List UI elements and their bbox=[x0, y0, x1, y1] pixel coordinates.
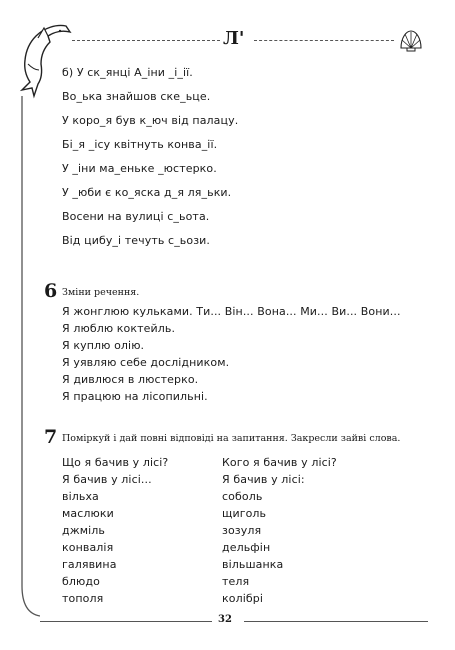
shell-icon bbox=[398, 28, 424, 52]
exercise-7-right-answer: Я бачив у лісі: bbox=[222, 473, 305, 486]
exercise-7-right-word: теля bbox=[222, 575, 250, 588]
exercise-7-left-word: маслюки bbox=[62, 507, 114, 520]
section-b-line: У коро_я був к_юч від палацу. bbox=[62, 114, 239, 127]
exercise-7-right-question: Кого я бачив у лісі? bbox=[222, 456, 337, 469]
section-b-line: Від цибу_і течуть с_ьози. bbox=[62, 234, 211, 247]
exercise-7-right-word: щиголь bbox=[222, 507, 267, 520]
exercise-7-right-word: вільшанка bbox=[222, 558, 284, 571]
exercise-7-left-word: конвалія bbox=[62, 541, 114, 554]
page-number: 32 bbox=[218, 614, 232, 625]
margin-line bbox=[14, 96, 40, 626]
exercise-7-left-word: блюдо bbox=[62, 575, 100, 588]
exercise-7-left-word: галявина bbox=[62, 558, 117, 571]
footer-rule-left bbox=[40, 621, 212, 622]
exercise-7-title: Поміркуй і дай повні відповіді на запитання. Закресли зайві слова. bbox=[62, 433, 401, 444]
exercise-7-left-question: Що я бачив у лісі? bbox=[62, 456, 169, 469]
section-b-line: У _іни ма_еньке _юстерко. bbox=[62, 162, 217, 175]
section-b-line: Во_ька знайшов ске_ьце. bbox=[62, 90, 211, 103]
exercise-6-line: Я уявляю себе дослідником. bbox=[62, 356, 230, 369]
exercise-7-right-word: колібрі bbox=[222, 592, 263, 605]
exercise-7-left-answer: Я бачив у лісі... bbox=[62, 473, 152, 486]
section-b-line: б) У ск_янці А_іни _і_ії. bbox=[62, 66, 193, 79]
exercise-7-number: 7 bbox=[44, 426, 58, 448]
exercise-6-line: Я жонглюю кульками. Ти... Він... Вона... Ми... Ви... Вони... bbox=[62, 305, 401, 318]
exercise-7-left-word: вільха bbox=[62, 490, 99, 503]
exercise-6-title: Зміни речення. bbox=[62, 287, 140, 298]
header-rule-right bbox=[254, 40, 394, 41]
section-b-line: Восени на вулиці с_ьота. bbox=[62, 210, 210, 223]
exercise-7-right-word: соболь bbox=[222, 490, 263, 503]
exercise-7-left-word: тополя bbox=[62, 592, 104, 605]
exercise-7-right-word: дельфін bbox=[222, 541, 271, 554]
exercise-7-left-word: джміль bbox=[62, 524, 105, 537]
footer-rule-right bbox=[244, 621, 428, 622]
section-b-line: У _юби є ко_яска д_я ля_ьки. bbox=[62, 186, 232, 199]
exercise-6-number: 6 bbox=[44, 280, 58, 302]
exercise-6-line: Я люблю коктейль. bbox=[62, 322, 176, 335]
exercise-6-line: Я куплю олію. bbox=[62, 339, 145, 352]
exercise-6-line: Я дивлюся в люстерко. bbox=[62, 373, 199, 386]
header-rule-left bbox=[72, 40, 220, 41]
section-b-line: Бі_я _ісу квітнуть конва_ії. bbox=[62, 138, 218, 151]
exercise-7-right-word: зозуля bbox=[222, 524, 262, 537]
exercise-6-line: Я працюю на лісопильні. bbox=[62, 390, 208, 403]
header-letter: Л' bbox=[223, 28, 245, 49]
